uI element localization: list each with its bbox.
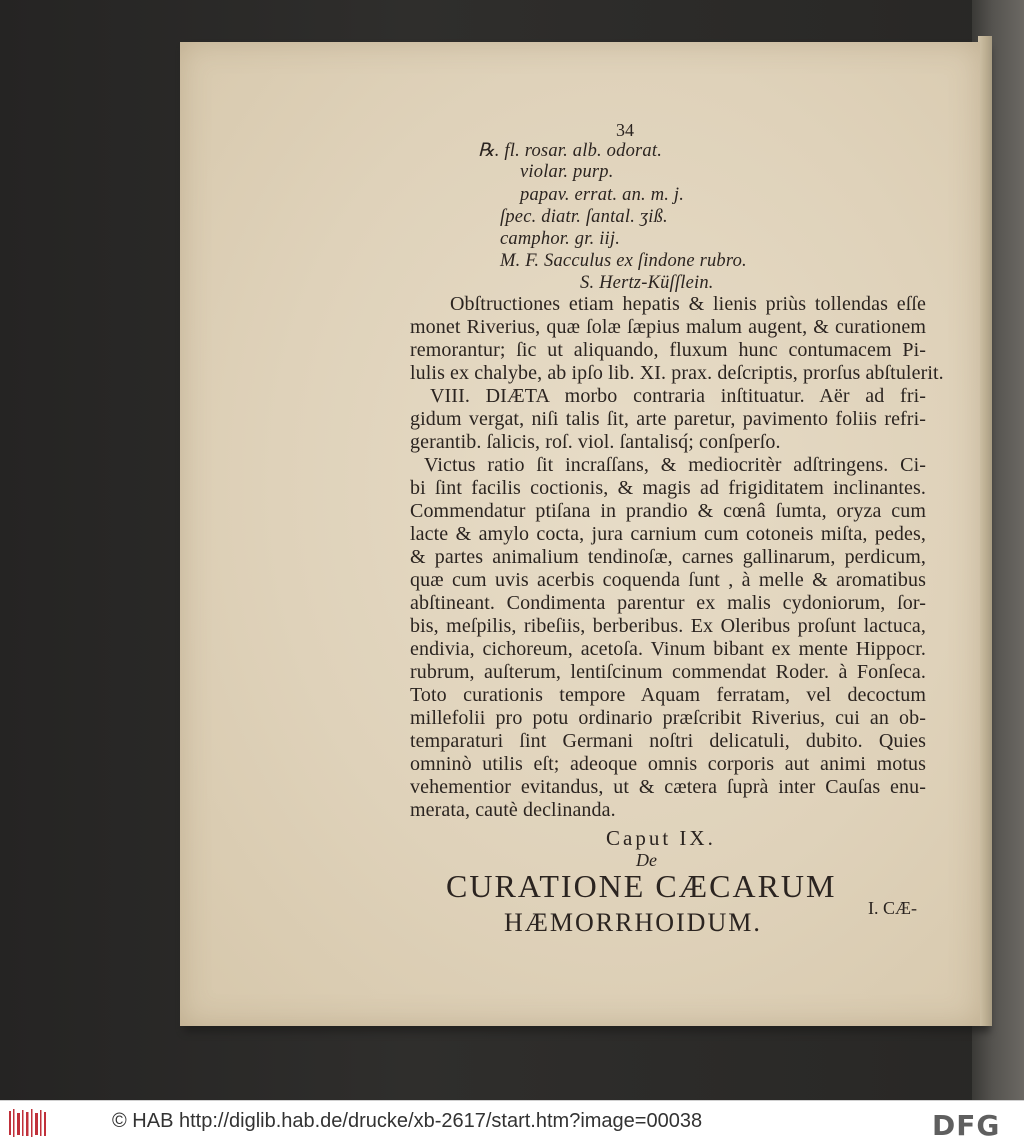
page-fore-edge [978, 36, 992, 1026]
page-text [180, 42, 980, 1026]
barcode-icon [8, 1107, 48, 1139]
text-line: monet Riverius, quæ ſolæ ſæpius malum augent, & curationem [410, 316, 926, 338]
text-line: endivia, cichoreum, acetoſa. Vinum bibant ex mente Hippocr. [410, 638, 926, 660]
text-line: remorantur; ſic ut aliquando, fluxum hunc contumacem Pi- [410, 339, 926, 361]
recipe-line: papav. errat. an. m. j. [520, 185, 685, 205]
text-line: lulis ex chalybe, ab ipſo lib. XI. prax. deſcriptis, prorſus abſtulerit. [410, 362, 944, 384]
catchword: I. CÆ- [868, 898, 917, 918]
book-page [180, 42, 980, 1026]
footer-bar [0, 1100, 1024, 1144]
text-line: VIII. DIÆTA morbo contraria inſtituatur. Aër ad fri- [430, 385, 926, 407]
text-line: abſtineant. Condimenta parentur ex malis cydoniorum, ſor- [410, 592, 926, 614]
recipe-line: violar. purp. [520, 162, 614, 182]
text-line: gerantib. ſalicis, roſ. viol. ſantalisq́; conſperſo. [410, 431, 781, 453]
text-line: quæ cum uvis acerbis coquenda ſunt , à melle & aromatibus [410, 569, 926, 591]
dfg-logo: DFG [932, 1109, 1001, 1142]
text-line: Obſtructiones etiam hepatis & lienis priùs tollendas eſſe [450, 293, 926, 315]
text-line: bi ſint facilis coctionis, & magis ad frigiditatem inclinantes. [410, 477, 926, 499]
text-line: temparaturi ſint Germani noſtri delicatuli, dubito. Quies [410, 730, 926, 752]
recipe-line: ſpec. diatr. ſantal. ʒiß. [500, 207, 668, 227]
recipe-line: S. Hertz-Küſſlein. [580, 273, 714, 293]
text-line: bis, meſpilis, ribeſiis, berberibus. Ex Oleribus proſunt lactuca, [410, 615, 926, 637]
chapter-title: CURATIONE CÆCARUM [446, 868, 837, 904]
text-line: gidum vergat, niſi talis ſit, arte paretur, pavimento foliis refri- [410, 408, 926, 430]
text-line: Victus ratio ſit incraſſans, & mediocritèr adſtringens. Ci- [424, 454, 926, 476]
text-line: Toto curationis tempore Aquam ferratam, vel decoctum [410, 684, 926, 706]
text-line: omninò utilis eſt; adeoque omnis corporis aut animi motus [410, 753, 926, 775]
recipe-line: camphor. gr. iij. [500, 229, 621, 249]
text-line: rubrum, auſterum, lentiſcinum commendat Roder. à Fonſeca. [410, 661, 926, 683]
page-number: 34 [616, 120, 634, 140]
chapter-label: Caput IX. [606, 826, 716, 850]
text-line: lacte & amylo cocta, jura carnium cum cotoneis miſta, pedes, [410, 523, 926, 545]
recipe-line: ℞. fl. rosar. alb. odorat. [478, 141, 663, 161]
text-line: vehementior evitandus, ut & cætera ſuprà inter Cauſas enu- [410, 776, 926, 798]
copyright-url[interactable]: © HAB http://diglib.hab.de/drucke/xb-2617/start.htm?image=00038 [112, 1110, 703, 1132]
chapter-subtitle: HÆMORRHOIDUM. [504, 908, 762, 937]
text-line: Commendatur ptiſana in prandio & cœnâ ſumta, oryza cum [410, 500, 926, 522]
text-line: merata, cautè declinanda. [410, 799, 616, 821]
text-line: & partes animalium tendinoſæ, carnes gallinarum, perdicum, [410, 546, 926, 568]
text-line: millefolii pro potu ordinario præſcribit Riverius, cui an ob- [410, 707, 926, 729]
chapter-de: De [636, 850, 657, 870]
recipe-line: M. F. Sacculus ex ſindone rubro. [500, 251, 747, 271]
